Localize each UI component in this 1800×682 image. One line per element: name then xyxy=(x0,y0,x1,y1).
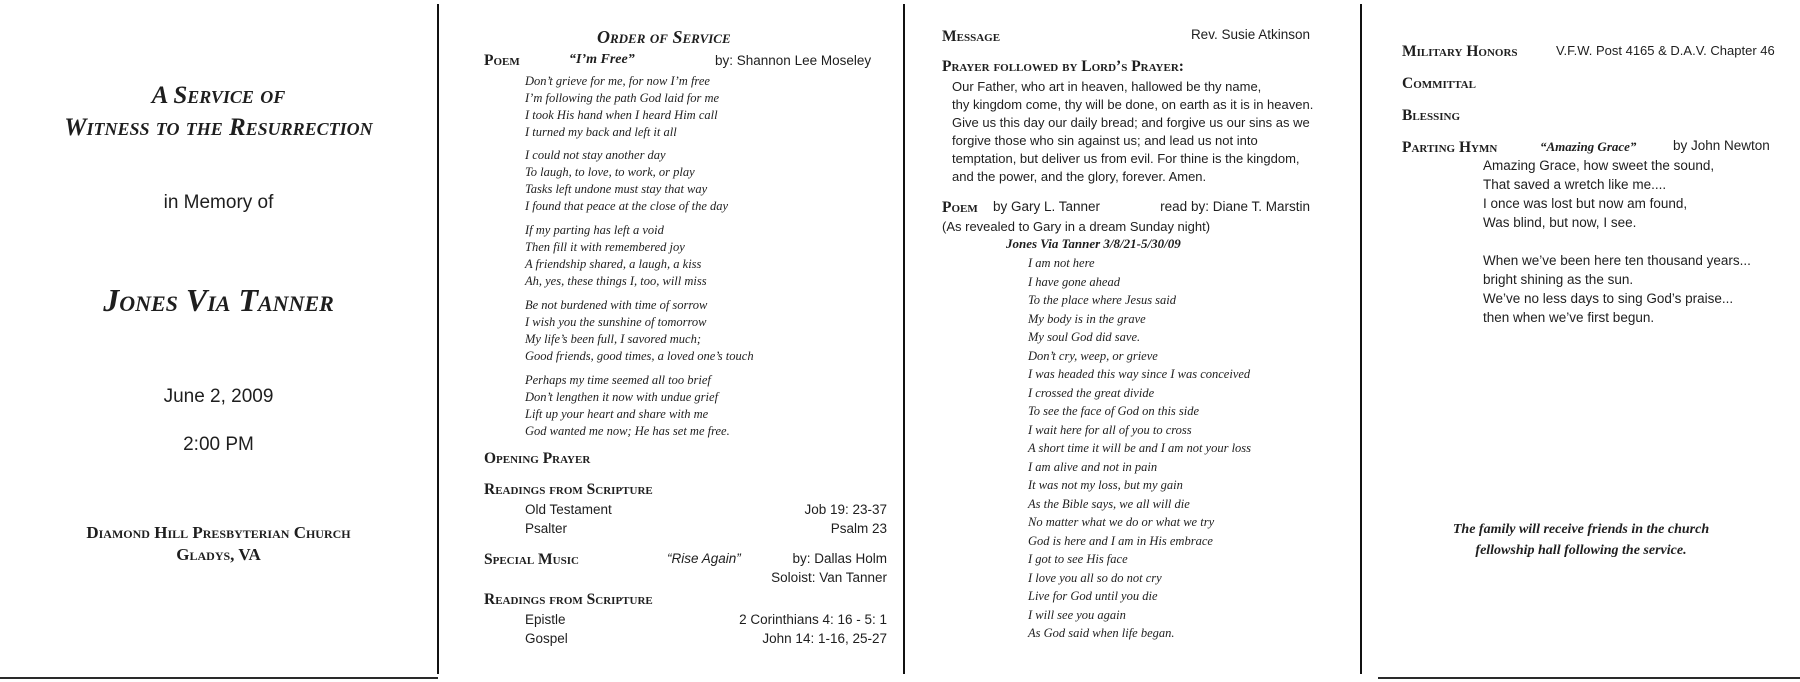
prayer-line: thy kingdom come, thy will be done, on earth as it is in heaven. xyxy=(952,97,1314,112)
readings-label-2: Readings from Scripture xyxy=(484,591,653,608)
special-music-title: “Rise Again” xyxy=(667,551,741,566)
poem-line: I love you all so do not cry xyxy=(1028,570,1162,585)
hymn-line: bright shining as the sun. xyxy=(1483,272,1634,287)
prayer-line: and the power, and the glory, forever. Amen. xyxy=(952,169,1207,184)
military-honors-label: Military Honors xyxy=(1402,43,1518,60)
service-date: June 2, 2009 xyxy=(163,386,274,407)
poem-line: My soul God did save. xyxy=(1028,330,1141,344)
poem-line: Then fill it with remembered joy xyxy=(525,240,685,254)
poem-line: Be not burdened with time of sorrow xyxy=(525,298,708,312)
church-location: Gladys, VA xyxy=(176,545,261,564)
prayer-line: Our Father, who art in heaven, hallowed be thy name, xyxy=(952,79,1262,94)
committal-label: Committal xyxy=(1402,75,1476,92)
parting-hymn-label: Parting Hymn xyxy=(1402,139,1498,156)
poem-line: No matter what we do or what we try xyxy=(1028,515,1215,529)
poem-line: Don’t cry, weep, or grieve xyxy=(1028,348,1158,363)
hymn-line: That saved a wretch like me.... xyxy=(1483,177,1667,192)
service-time: 2:00 PM xyxy=(183,434,254,455)
poem-line: As God said when life began. xyxy=(1028,626,1175,640)
deceased-name: Jones Via Tanner xyxy=(103,282,334,318)
hymn-line: When we’ve been here ten thousand years... xyxy=(1483,253,1751,268)
cover-panel xyxy=(0,0,437,682)
poem-line: Ah, yes, these things I, too, will miss xyxy=(525,274,707,288)
poem-line: Don’t grieve for me, for now I’m free xyxy=(525,74,710,88)
poem-line: I turned my back and left it all xyxy=(525,125,677,139)
old-testament-label: Old Testament xyxy=(525,502,612,517)
readings-label-1: Readings from Scripture xyxy=(484,481,653,498)
psalter-ref: Psalm 23 xyxy=(830,521,887,536)
old-testament-ref: Job 19: 23-37 xyxy=(804,502,887,517)
poem-line: A short time it will be and I am not your loss xyxy=(1028,441,1252,455)
poem-line: I found that peace at the close of the day xyxy=(525,199,729,213)
prayer-line: Give us this day our daily bread; and forgive us our sins as we xyxy=(952,115,1310,130)
special-music-label: Special Music xyxy=(484,551,579,568)
hymn-line: We’ve no less days to sing God’s praise... xyxy=(1483,291,1734,306)
poem-line: I have gone ahead xyxy=(1028,274,1120,289)
poem2-revealed-note: (As revealed to Gary in a dream Sunday night) xyxy=(942,219,1211,234)
psalter-label: Psalter xyxy=(525,521,568,536)
poem-title: “I’m Free” xyxy=(569,52,635,67)
poem-line: I could not stay another day xyxy=(525,148,666,162)
hymn-line: then when we’ve first begun. xyxy=(1483,310,1655,325)
prayer-line: temptation, but deliver us from evil. For thine is the kingdom, xyxy=(952,151,1300,166)
epistle-label: Epistle xyxy=(525,612,566,627)
poem2-subtitle: Jones Via Tanner 3/8/21-5/30/09 xyxy=(1006,236,1181,251)
opening-prayer-label: Opening Prayer xyxy=(484,450,591,467)
reception-note-line2: fellowship hall following the service. xyxy=(1475,543,1687,558)
poem-line: It was not my loss, but my gain xyxy=(1028,478,1183,492)
cover-title-line2: Witness to the Resurrection xyxy=(64,114,373,141)
poem-line: Tasks left undone must stay that way xyxy=(525,182,708,196)
military-honors-by: V.F.W. Post 4165 & D.A.V. Chapter 46 xyxy=(1556,43,1775,58)
poem-line: God wanted me now; He has set me free. xyxy=(525,424,730,438)
hymn-title: “Amazing Grace” xyxy=(1540,139,1637,154)
gospel-label: Gospel xyxy=(525,631,568,646)
poem-line: I am not here xyxy=(1028,256,1095,270)
message-panel xyxy=(905,0,1360,682)
soloist: Soloist: Van Tanner xyxy=(771,570,887,585)
poem-line: My body is in the grave xyxy=(1028,311,1146,326)
poem-line: I am alive and not in pain xyxy=(1028,459,1158,474)
gospel-ref: John 14: 1-16, 25-27 xyxy=(762,631,887,646)
closing-panel xyxy=(1362,0,1800,682)
reception-note-line1: The family will receive friends in the church xyxy=(1452,522,1710,537)
hymn-line: Was blind, but now, I see. xyxy=(1483,215,1637,230)
epistle-ref: 2 Corinthians 4: 16 - 5: 1 xyxy=(739,612,887,627)
poem2-label: Poem xyxy=(942,199,978,216)
poem-line: I got to see His face xyxy=(1028,552,1128,566)
church-name: Diamond Hill Presbyterian Church xyxy=(86,523,351,542)
message-label: Message xyxy=(942,28,1001,45)
blessing-label: Blessing xyxy=(1402,107,1461,124)
special-music-by: by: Dallas Holm xyxy=(792,551,887,566)
poem-line: A friendship shared, a laugh, a kiss xyxy=(525,257,702,271)
hymn-line: I once was lost but now am found, xyxy=(1483,196,1688,211)
hymn-author: by John Newton xyxy=(1673,138,1770,153)
poem-line: I wish you the sunshine of tomorrow xyxy=(525,315,707,329)
poem-line: Live for God until you die xyxy=(1028,589,1158,603)
hymn-line: Amazing Grace, how sweet the sound, xyxy=(1483,158,1715,173)
poem-line: I took His hand when I heard Him call xyxy=(525,108,718,122)
poem-line: To see the face of God on this side xyxy=(1028,404,1200,418)
poem-author: by: Shannon Lee Moseley xyxy=(715,53,872,68)
poem-line: To the place where Jesus said xyxy=(1028,293,1177,307)
poem-line: I crossed the great divide xyxy=(1028,385,1155,400)
order-of-service-panel xyxy=(439,0,903,682)
poem-line: I was headed this way since I was conceived xyxy=(1028,367,1251,381)
prayer-label: Prayer followed by Lord’s Prayer: xyxy=(942,58,1184,75)
poem-line: If my parting has left a void xyxy=(525,223,664,237)
poem-line: My life’s been full, I savored much; xyxy=(525,332,701,346)
poem-line: Don’t lengthen it now with undue grief xyxy=(525,390,719,404)
poem-line: Lift up your heart and share with me xyxy=(525,407,709,421)
poem-label: Poem xyxy=(484,52,520,69)
poem2-reader: read by: Diane T. Marstin xyxy=(1160,199,1310,214)
poem-line: I’m following the path God laid for me xyxy=(525,91,720,105)
poem2-author: by Gary L. Tanner xyxy=(993,199,1101,214)
poem-line: I wait here for all of you to cross xyxy=(1028,422,1192,437)
poem-line: As the Bible says, we all will die xyxy=(1028,496,1190,511)
cover-title-line1: A Service of xyxy=(151,82,286,109)
poem-line: To laugh, to love, to work, or play xyxy=(525,165,695,179)
in-memory-text: in Memory of xyxy=(163,192,274,213)
poem-line: God is here and I am in His embrace xyxy=(1028,533,1213,548)
order-of-service-heading: Order of Service xyxy=(597,27,731,47)
prayer-line: forgive those who sin against us; and lead us not into xyxy=(952,133,1258,148)
poem-line: I will see you again xyxy=(1028,607,1126,622)
poem-line: Perhaps my time seemed all too brief xyxy=(525,373,711,387)
message-by: Rev. Susie Atkinson xyxy=(1190,27,1310,42)
poem-line: Good friends, good times, a loved one’s touch xyxy=(525,349,754,363)
